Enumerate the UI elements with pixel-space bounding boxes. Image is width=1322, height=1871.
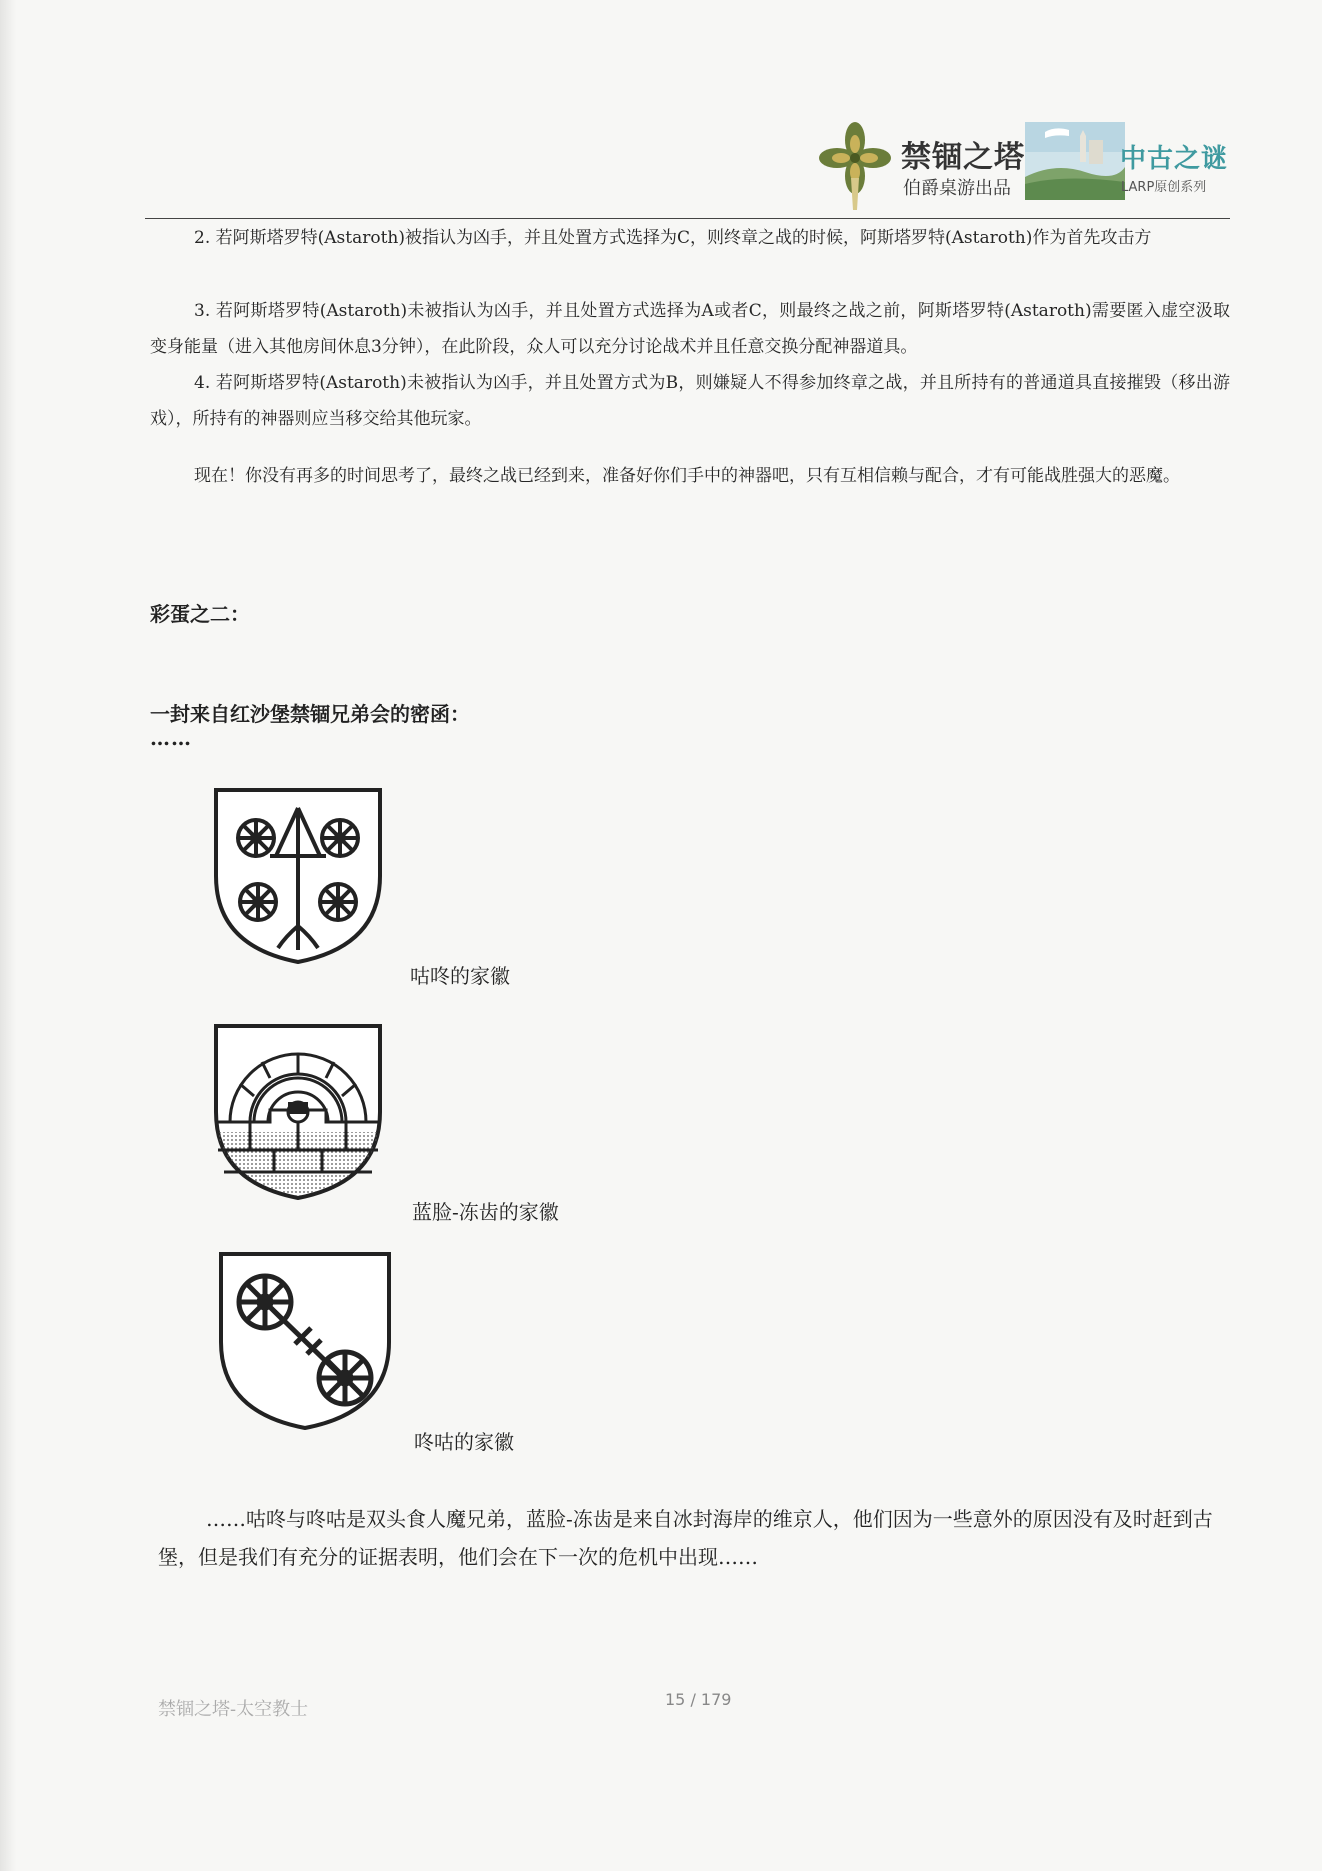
donggu-crest-caption: 咚咕的家徽	[414, 1430, 514, 1454]
rule-paragraph-4: 4. 若阿斯塔罗特(Astaroth)未被指认为凶手，并且处置方式为B，则嫌疑人不得参加终章之战，并且所持有的普通道具直接摧毁（移出游戏），所持有的神器则应当移交给其他玩家。	[150, 373, 1230, 429]
closing-paragraph: ……咕咚与咚咕是双头食人魔兄弟，蓝脸-冻齿是来自冰封海岸的维京人，他们因为一些意外的原因没有及时赶到古堡，但是我们有充分的证据表明，他们会在下一次的危机中出现……	[158, 1507, 1213, 1569]
rule-paragraph-2: 2. 若阿斯塔罗特(Astaroth)被指认为凶手，并且处置方式选择为C，则终章之战的时候，阿斯塔罗特(Astaroth)作为首先攻击方	[194, 228, 1152, 248]
blueface-crest-icon	[210, 1022, 386, 1202]
blueface-crest-caption: 蓝脸-冻齿的家徽	[412, 1200, 559, 1224]
gudong-crest-icon	[210, 786, 386, 966]
rule-paragraph-3: 3. 若阿斯塔罗特(Astaroth)未被指认为凶手，并且处置方式选择为A或者C，则最终之战之前，阿斯塔罗特(Astaroth)需要匿入虚空汲取变身能量（进入其他房间休息3分钟），在此阶段，众人可以充分讨论战术并且任意交换分配神器道具。	[150, 301, 1230, 357]
series-subtitle: LARP原创系列	[1121, 180, 1207, 195]
donggu-crest-icon	[215, 1250, 395, 1432]
page-number: 15 / 179	[665, 1690, 732, 1709]
brand-title: 禁锢之塔	[901, 140, 1025, 175]
letter-ellipsis: ……	[150, 726, 192, 750]
gudong-crest-caption: 咕咚的家徽	[410, 964, 510, 988]
section-title: 彩蛋之二：	[150, 602, 250, 626]
header-divider	[145, 218, 1230, 219]
page-edge-shadow	[0, 0, 16, 1871]
footer-title: 禁锢之塔-太空教士	[158, 1699, 309, 1720]
final-battle-paragraph: 现在！你没有再多的时间思考了，最终之战已经到来，准备好你们手中的神器吧，只有互相信赖与配合，才有可能战胜强大的恶魔。	[194, 466, 1180, 486]
brand-subtitle: 伯爵桌游出品	[903, 178, 1011, 199]
series-title: 中古之谜	[1120, 144, 1229, 174]
castle-photo-icon	[1025, 122, 1125, 200]
letter-title: 一封来自红沙堡禁锢兄弟会的密函：	[150, 702, 470, 726]
header-logo-area	[815, 118, 1235, 213]
clover-logo-icon	[815, 118, 895, 213]
